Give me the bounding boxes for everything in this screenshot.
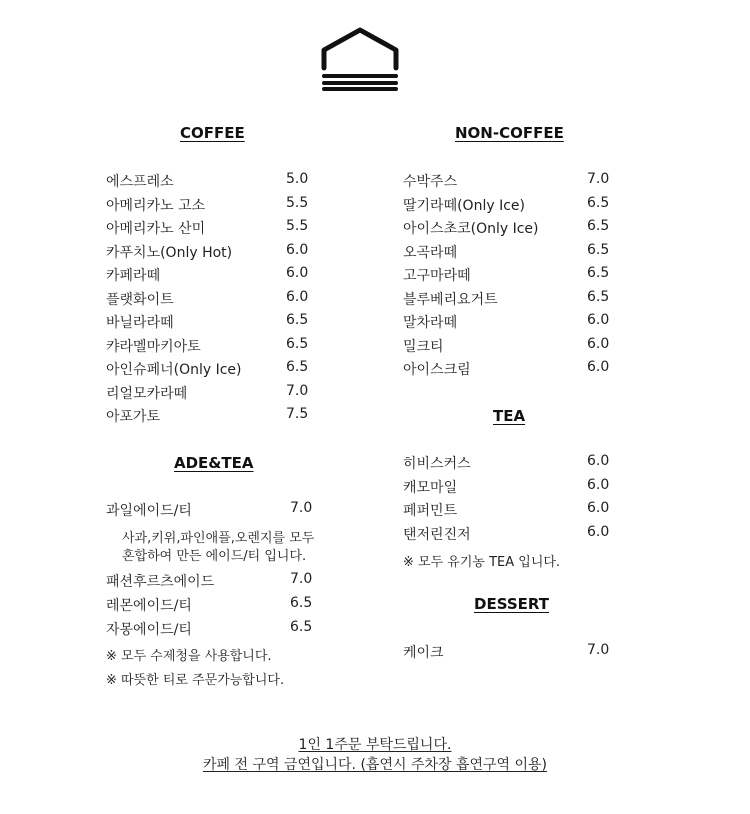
menu-price: 6.5 — [587, 265, 610, 281]
menu-item: 리얼모카라떼 — [106, 386, 188, 402]
menu-item: 과일에이드/티 — [106, 503, 192, 519]
menu-price: 5.5 — [286, 195, 309, 211]
menu-price: 6.0 — [587, 359, 610, 375]
note: ※ 모두 수제청을 사용합니다. — [106, 649, 272, 664]
menu-item: 에스프레소 — [106, 174, 174, 190]
fruit-description: 사과,키위,파인애플,오렌지를 모두 — [122, 531, 315, 546]
menu-price: 6.5 — [286, 312, 309, 328]
menu-item: 딸기라떼(Only Ice) — [403, 198, 525, 214]
section-title-dessert: DESSERT — [474, 595, 549, 613]
menu-price: 5.0 — [286, 171, 309, 187]
note: ※ 모두 유기농 TEA 입니다. — [403, 555, 561, 570]
menu-price: 6.0 — [587, 500, 610, 516]
menu-item: 말차라떼 — [403, 315, 458, 331]
section-title-coffee: COFFEE — [180, 124, 245, 142]
menu-item: 히비스커스 — [403, 456, 471, 472]
menu-item: 캬라멜마키아토 — [106, 339, 201, 355]
menu-item: 밀크티 — [403, 339, 444, 355]
menu-price: 7.0 — [587, 171, 610, 187]
menu-item: 플랫화이트 — [106, 292, 174, 308]
menu-price: 6.5 — [587, 195, 610, 211]
menu-item: 수박주스 — [403, 174, 458, 190]
menu-item: 패션후르츠에이드 — [106, 574, 215, 590]
footer-smoking-notice: 카페 전 구역 금연입니다. (흡연시 주차장 흡연구역 이용) — [202, 757, 548, 773]
menu-price: 6.0 — [587, 312, 610, 328]
menu-price: 6.0 — [587, 336, 610, 352]
menu-item: 케이크 — [403, 645, 444, 661]
menu-price: 6.0 — [286, 265, 309, 281]
section-title-tea: TEA — [493, 407, 526, 425]
section-title-non-coffee: NON-COFFEE — [455, 124, 564, 142]
menu-item: 카페라떼 — [106, 268, 161, 284]
menu-item: 오곡라떼 — [403, 245, 458, 261]
menu-price: 7.0 — [286, 383, 309, 399]
menu-item: 블루베리요거트 — [403, 292, 498, 308]
menu-price: 7.5 — [286, 406, 309, 422]
fruit-description: 혼합하여 만든 에이드/티 입니다. — [122, 549, 307, 564]
menu-item: 페퍼민트 — [403, 503, 458, 519]
menu-price: 6.0 — [587, 477, 610, 493]
menu-item: 아메리카노 산미 — [106, 221, 206, 237]
menu-item: 고구마라떼 — [403, 268, 471, 284]
menu-item: 캐모마일 — [403, 480, 458, 496]
footer-order-notice: 1인 1주문 부탁드립니다. — [298, 737, 452, 753]
menu-price: 6.5 — [587, 242, 610, 258]
menu-price: 6.5 — [286, 359, 309, 375]
menu-price: 6.5 — [587, 289, 610, 305]
menu-item: 아메리카노 고소 — [106, 198, 206, 214]
menu-item: 자몽에이드/티 — [106, 622, 192, 638]
section-title-ade-tea: ADE&TEA — [174, 454, 254, 472]
menu-price: 7.0 — [587, 642, 610, 658]
menu-price: 6.5 — [290, 595, 313, 611]
menu-price: 6.5 — [290, 619, 313, 635]
house-logo-icon — [320, 24, 400, 94]
menu-price: 6.5 — [286, 336, 309, 352]
menu-item: 아포가토 — [106, 409, 161, 425]
note: ※ 따뜻한 티로 주문가능합니다. — [106, 673, 285, 688]
menu-price: 5.5 — [286, 218, 309, 234]
menu-item: 아이스크림 — [403, 362, 471, 378]
menu-price: 6.0 — [286, 289, 309, 305]
menu-item: 아인슈페너(Only Ice) — [106, 362, 242, 378]
menu-price: 6.5 — [587, 218, 610, 234]
menu-price: 6.0 — [587, 524, 610, 540]
menu-price: 7.0 — [290, 500, 313, 516]
menu-item: 레몬에이드/티 — [106, 598, 192, 614]
menu-price: 7.0 — [290, 571, 313, 587]
menu-price: 6.0 — [587, 453, 610, 469]
menu-item: 바닐라라떼 — [106, 315, 174, 331]
menu-item: 카푸치노(Only Hot) — [106, 245, 233, 261]
menu-item: 탠저린진저 — [403, 527, 471, 543]
menu-price: 6.0 — [286, 242, 309, 258]
menu-item: 아이스초코(Only Ice) — [403, 221, 539, 237]
